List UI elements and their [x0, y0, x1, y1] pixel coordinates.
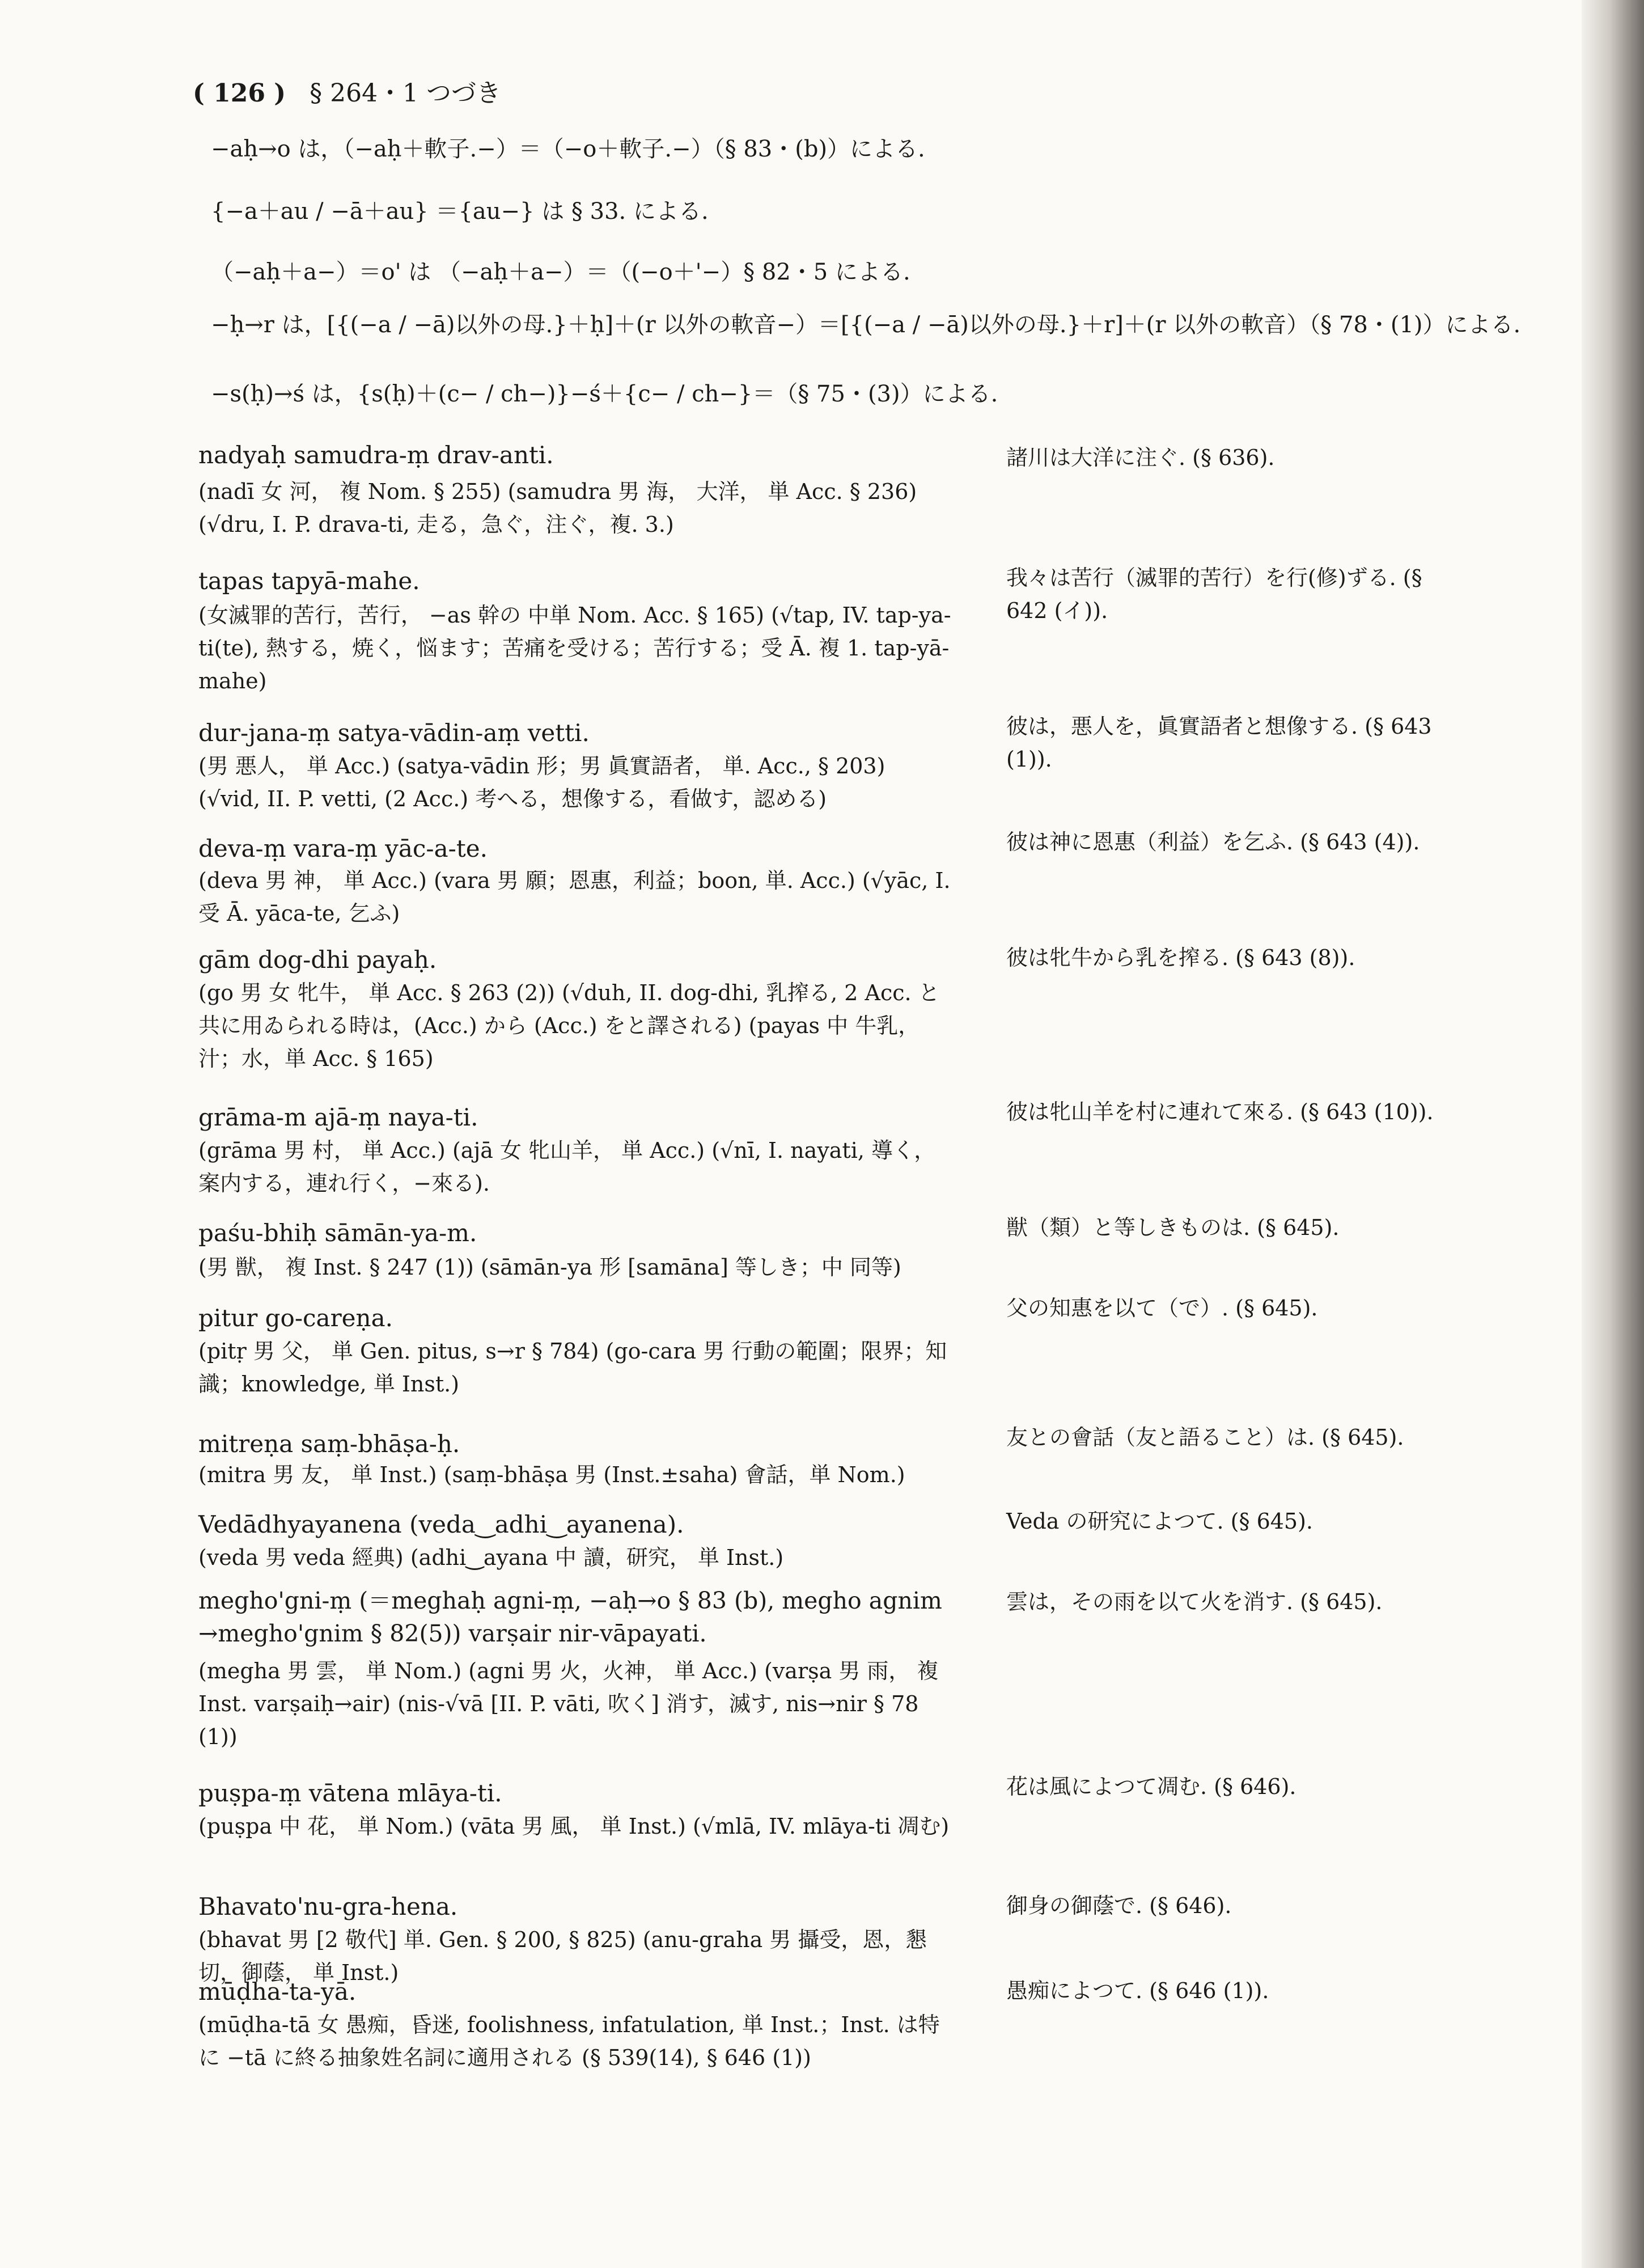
sanskrit-sentence: grāma-m ajā-ṃ naya-ti. [198, 1103, 478, 1131]
sandhi-rule: −s(ḥ)→ś は，{s(ḥ)＋(c− / ch−)}−ś＋{c− / ch−}＝（§ 75・(3)）による. [211, 381, 998, 407]
grammar-gloss: (grāma 男 村， 単 Acc.) (ajā 女 牝山羊， 単 Acc.) (√nī, I. nayati, 導く，案内する，連れ行く，−來る). [198, 1138, 936, 1196]
japanese-translation: 彼は牝山羊を村に連れて來る. (§ 643 (10)). [1006, 1099, 1434, 1124]
sanskrit-sentence: Bhavato'nu-gra-hena. [198, 1893, 458, 1920]
grammar-gloss: (男 悪人， 単 Acc.) (satya-vādin 形；男 眞實語者， 単. Acc., § 203) (√vid, II. P. vetti, (2 Acc.) 考へる，想像する，看做す，認める) [198, 754, 885, 811]
japanese-translation: 雲は，その雨を以て火を消す. (§ 645). [1006, 1589, 1383, 1614]
sanskrit-sentence: Vedādhyayanena (veda‿adhi‿ayanena). [198, 1510, 684, 1538]
grammar-gloss: (nadī 女 河， 複 Nom. § 255) (samudra 男 海， 大洋， 単 Acc. § 236) (√dru, I. P. drava-ti, 走る，急ぐ，注ぐ，複. 3.) [198, 479, 917, 537]
grammar-gloss: (veda 男 veda 經典) (adhi‿ayana 中 讀，研究， 単 Inst.) [198, 1545, 784, 1570]
sanskrit-sentence: mūḍha-ta-yā. [198, 1978, 357, 2005]
grammar-gloss: (pitṛ 男 父， 単 Gen. pitus, s→r § 784) (go-cara 男 行動の範圍；限界；知識；knowledge, 単 Inst.) [198, 1339, 947, 1397]
sanskrit-sentence: dur-jana-ṃ satya-vādin-aṃ vetti. [198, 719, 590, 747]
page-number: ( 126 ) [193, 79, 286, 108]
japanese-translation: 彼は神に恩惠（利益）を乞ふ. (§ 643 (4)). [1006, 830, 1420, 854]
japanese-translation: 我々は苦行（滅罪的苦行）を行(修)ずる. (§ 642 (イ)). [1006, 565, 1422, 623]
japanese-translation: 御身の御蔭で. (§ 646). [1006, 1893, 1232, 1918]
sanskrit-sentence: mitreṇa saṃ-bhāṣa-ḥ. [198, 1430, 460, 1458]
sanskrit-sentence: paśu-bhiḥ sāmān-ya-m. [198, 1219, 477, 1247]
japanese-translation: 彼は，悪人を，眞實語者と想像する. (§ 643 (1)). [1006, 714, 1432, 772]
japanese-translation: 愚痴によつて. (§ 646 (1)). [1006, 1978, 1269, 2003]
grammar-gloss: (bhavat 男 [2 敬代] 単. Gen. § 200, § 825) (anu-graha 男 攝受，恩，懇切，御蔭， 単 Inst.) [198, 1927, 927, 1985]
sanskrit-sentence: nadyaḥ samudra-ṃ drav-anti. [198, 441, 554, 469]
sandhi-rule: {−a＋au / −ā＋au} ＝{au−} は § 33. による. [211, 198, 709, 225]
grammar-gloss: (megha 男 雲， 単 Nom.) (agni 男 火，火神， 単 Acc.) (varṣa 男 雨， 複 Inst. varṣaiḥ→air) (nis-√vā [II. P. vāti, 吹く] 消す，滅す, nis→nir § 78 (1)) [198, 1658, 939, 1749]
page-edge-shadow [1582, 0, 1644, 2268]
sandhi-rule: −aḥ→o は，（−aḥ＋軟子.−）＝（−o＋軟子.−）（§ 83・(b)）による. [211, 136, 925, 162]
sanskrit-sentence: gām dog-dhi payaḥ. [198, 946, 437, 974]
grammar-gloss: (女滅罪的苦行，苦行， −as 幹の 中単 Nom. Acc. § 165) (√tap, IV. tap-ya-ti(te), 熱する，焼く，悩ます；苦痛を受ける；苦行する；受 Ā. 複 1. tap-yā-mahe) [198, 603, 951, 693]
grammar-gloss: (mūḍha-tā 女 愚痴，昏迷, foolishness, infatulation, 単 Inst.；Inst. は特に −tā に終る抽象姓名詞に適用される (§ 539(14), § 646 (1)) [198, 2012, 940, 2070]
sanskrit-sentence: deva-ṃ vara-ṃ yāc-a-te. [198, 835, 488, 862]
section-heading: § 264・1 つづき [310, 79, 502, 108]
japanese-translation: 諸川は大洋に注ぐ. (§ 636). [1006, 445, 1275, 470]
grammar-gloss: (男 獣， 複 Inst. § 247 (1)) (sāmān-ya 形 [samāna] 等しき；中 同等) [198, 1255, 901, 1280]
page-header [193, 79, 501, 108]
japanese-translation: 友との會話（友と語ること）は. (§ 645). [1006, 1425, 1404, 1450]
grammar-gloss: (mitra 男 友， 単 Inst.) (saṃ-bhāṣa 男 (Inst.±saha) 會話，単 Nom.) [198, 1462, 905, 1487]
japanese-translation: 花は風によつて凋む. (§ 646). [1006, 1774, 1296, 1799]
sanskrit-sentence: puṣpa-ṃ vātena mlāya-ti. [198, 1779, 502, 1807]
grammar-gloss: (go 男 女 牝牛， 単 Acc. § 263 (2)) (√duh, II. dog-dhi, 乳搾る, 2 Acc. と共に用ゐられる時は，(Acc.) から (Acc.) をと譯される) (payas 中 牛乳，汁；水，単 Acc. § 165) [198, 980, 940, 1071]
sanskrit-sentence: megho'gni-ṃ (＝meghaḥ agni-ṃ, −aḥ→o § 83 (b), megho agnim →megho'gnim § 82(5)) varṣair nir-vāpayati. [198, 1587, 942, 1647]
japanese-translation: 彼は牝牛から乳を搾る. (§ 643 (8)). [1006, 945, 1355, 970]
sandhi-rule: −ḥ→r は，[{(−a / −ā)以外の母.}＋ḥ]＋(r 以外の軟音−）＝[{(−a / −ā)以外の母.}＋r]＋(r 以外の軟音）（§ 78・(1)）による. [211, 312, 1521, 338]
grammar-gloss: (deva 男 神， 単 Acc.) (vara 男 願；恩惠，利益；boon, 単. Acc.) (√yāc, I. 受 Ā. yāca-te, 乞ふ) [198, 868, 951, 926]
japanese-translation: 父の知惠を以て（で）. (§ 645). [1006, 1296, 1318, 1321]
sanskrit-sentence: tapas tapyā-mahe. [198, 567, 420, 595]
japanese-translation: 獣（類）と等しきものは. (§ 645). [1006, 1215, 1340, 1240]
grammar-gloss: (puṣpa 中 花， 単 Nom.) (vāta 男 風， 単 Inst.) (√mlā, IV. mlāya-ti 凋む) [198, 1814, 950, 1839]
japanese-translation: Veda の研究によつて. (§ 645). [1006, 1509, 1313, 1534]
sanskrit-sentence: pitur go-careṇa. [198, 1304, 393, 1332]
sandhi-rule: （−aḥ＋a−）＝o' は （−aḥ＋a−）＝（(−o＋'−）§ 82・5 による. [211, 259, 910, 285]
